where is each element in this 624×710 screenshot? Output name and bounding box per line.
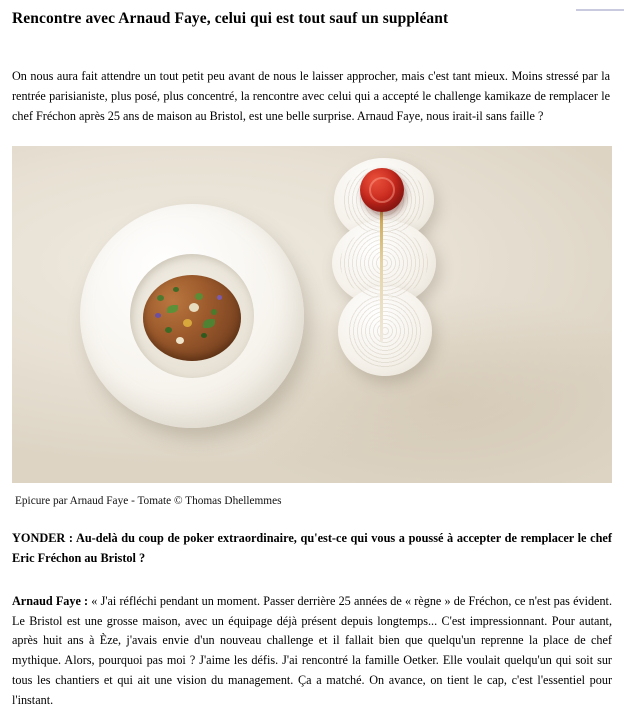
article-lede: On nous aura fait attendre un tout petit peu avant de nous le laisser approcher, mais c'est tant mieux. Moins stressé par la rentrée parisianiste, plus posé, plus concentré, la rencontre avec celui qui a accepté le challenge kamikaze de remplacer le chef Fréchon après 25 ans de maison au Bristol, est une belle surprise. Arnaud Faye, nous irait-il sans faille ?: [12, 69, 610, 123]
interview-question: YONDER : Au-delà du coup de poker extraordinaire, qu'est-ce qui vous a poussé à accepter de remplacer le chef Eric Fréchon au Bristol ?: [12, 531, 612, 566]
interview-answer: [12, 592, 612, 710]
figure-caption: Epicure par Arnaud Faye - Tomate © Thomas Dhellemmes: [15, 494, 282, 507]
top-accent-rule: [576, 9, 624, 11]
dish-photo: [12, 146, 612, 483]
tomato-ring: [369, 177, 395, 203]
page-title: Rencontre avec Arnaud Faye, celui qui est tout sauf un suppléant: [12, 10, 449, 27]
article-figure: [12, 146, 612, 510]
plated-food: [143, 275, 241, 361]
tomato-garnish: [360, 168, 404, 212]
tomato-stem: [380, 210, 383, 342]
answer-speaker: Arnaud Faye :: [12, 593, 89, 608]
answer-text: « J'ai réfléchi pendant un moment. Passer derrière 25 années de « règne » de Fréchon, ce n'est pas évident. Le Bristol est une grosse maison, avec un équipage déjà présent depuis longtemps... C'est impressionnant. Pour autant, après huit ans à Èze, j'avais envie d'un nouveau challenge et il fallait bien que quelqu'un reprenne la place de chef mythique. Alors, pourquoi pas moi ? J'aime les défis. J'ai rencontré la famille Oetker. Elle voulait quelqu'un qui soit sur tous les chantiers et qui ait une vision du management. Ça a matché. On avance, on tient le cap, c'est l'essentiel pour l'instant.: [12, 593, 612, 707]
white-plate: [80, 204, 304, 428]
ridged-dish: [332, 158, 436, 376]
article-page: [0, 9, 624, 707]
plate-well: [130, 254, 254, 378]
